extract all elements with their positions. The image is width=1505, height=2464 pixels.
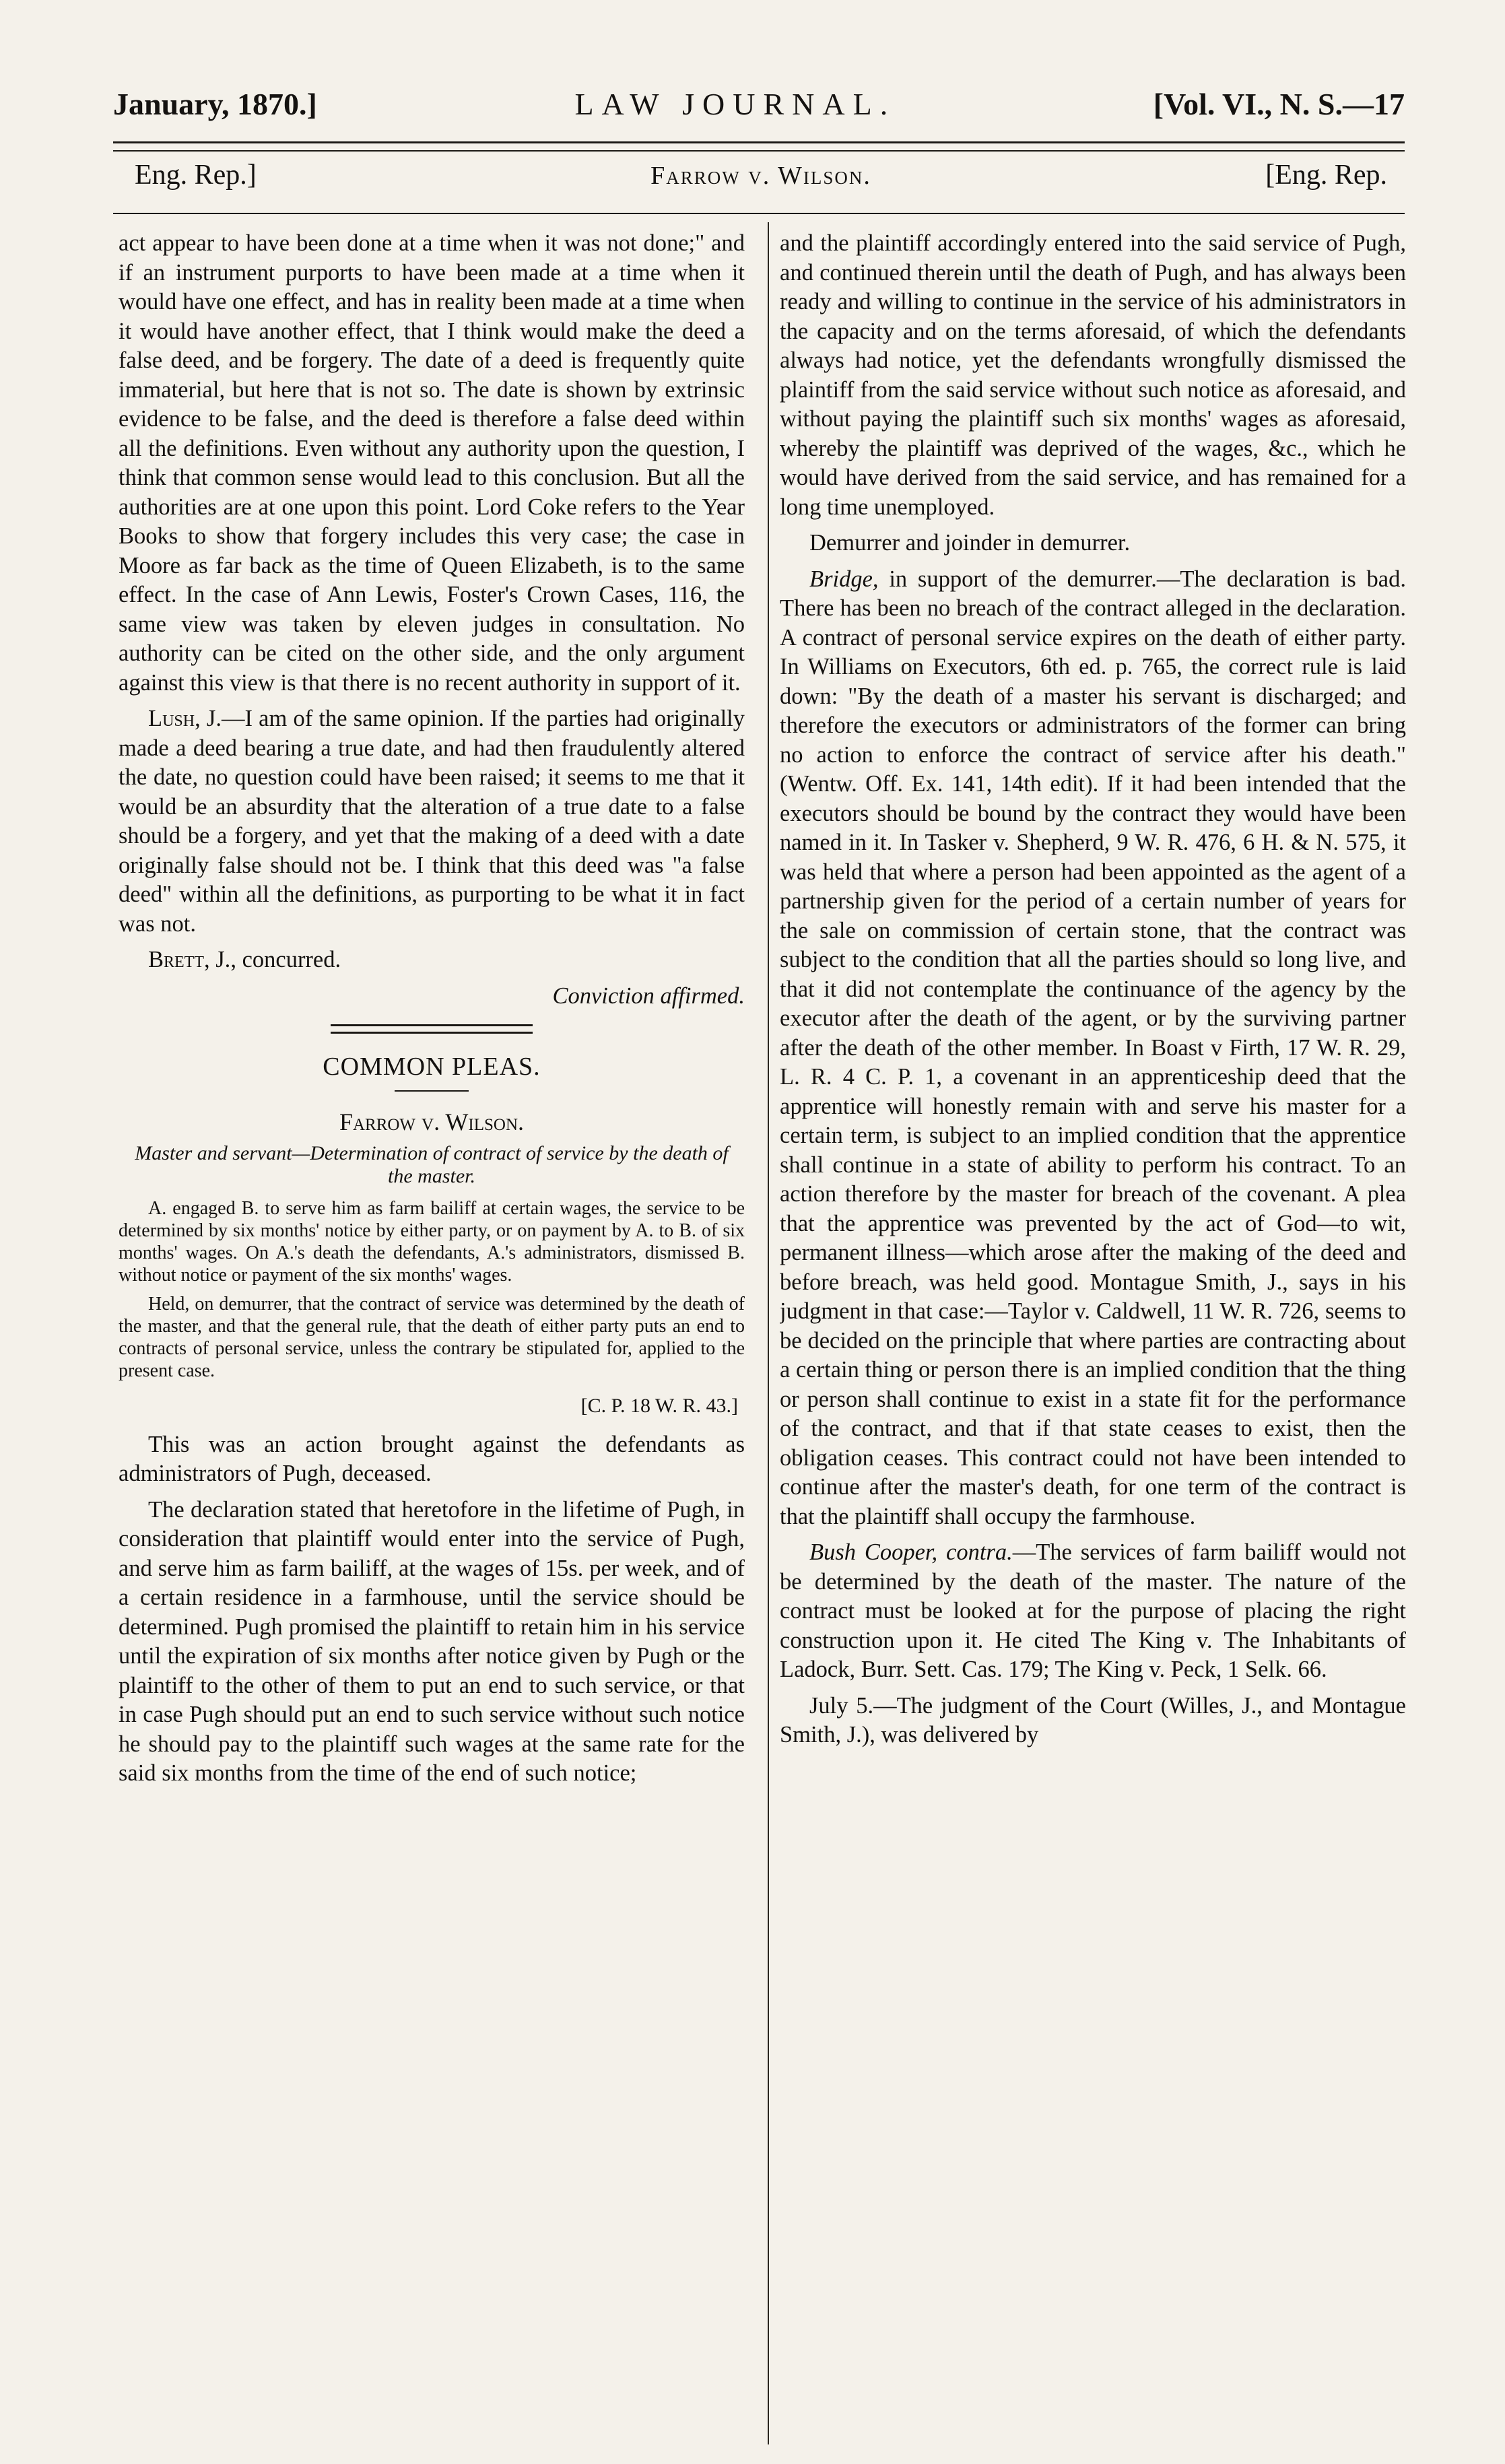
section-heading: COMMON PLEAS. (323, 1053, 541, 1081)
case-facts: A. engaged B. to serve him as farm bailiff at certain wages, the service to be determined by six months' notice by either party, or on payment by A. to B. of six months' wages. On A.'s death the defendants, A.'s administrators, dismissed B. without notice or payment of the six months' wages. (119, 1198, 745, 1286)
case-running-title: Farrow v. Wilson. (650, 162, 871, 190)
argument-text: in support of the demurrer.—The declaration is bad. There has been no breach of the contract alleged in the declaration. A contract of personal service expires on the death of either party. In Williams on Executors, 6th ed. p. 765, the correct rule is laid down: "By the death of a master his servant is discharged; and therefore the executors or administrators of the former can bring no action to enforce the contract of service after his death." (Wentw. Off. Ex. 141, 14th edit). If it had been intended that the executors should be bound by the contract they would have been named in it. In Tasker v. Shepherd, 9 W. R. 476, 6 H. & N. 575, it was held that where a person had been appointed as the agent of a partnership given for the period of a certain number of years for the sale on commission of certain stone, that the contract was subject to the condition that all the parties should so long live, and that it did not contemplate the continuance of the agency by the executor after the death of the agent, or by the surviving partner after the death of the other member. In Boast v Firth, 17 W. R. 29, L. R. 4 C. P. 1, a covenant in an apprenticeship deed that the apprentice will honestly remain with and serve his master for a certain term, is subject to an implied condition that the apprentice shall continue in a state of ability to perform his contract. To an action therefore by the master for breach of the covenant. A plea that the apprentice was prevented by the act of God—to wit, permanent illness—which arose after the making of the deed and before breach, was held good. Montague Smith, J., says in his judgment in that case:—Taylor v. Caldwell, 11 W. R. 726, seems to be decided on the principle that where parties are contracting about a certain thing or person there is an implied condition that the thing or person shall continue to exist in a state fit for the performance of the contract, and that if that state ceases to exist, then the obligation ceases. This contract could not have been intended to continue after the master's death, for one term of the contract is that the plaintiff shall occupy the farmhouse. (780, 566, 1406, 1529)
right-column (780, 229, 1406, 2444)
paragraph: and the plaintiff accordingly entered into the said service of Pugh, and continued therein until the death of Pugh, and has always been ready and willing to continue in the service of his administrators in the capacity and on the terms aforesaid, of which the defendants always had notice, yet the defendants wrongfully dismissed the plaintiff from the said service without such notice as aforesaid, and without paying the plaintiff such six months' wages as aforesaid, whereby the plaintiff was deprived of the wages, &c., which he would have derived from the said service, and has remained for a long time unemployed. (780, 230, 1406, 520)
paragraph: act appear to have been done at a time when it was not done;" and if an instrument purports to have been made at a time when it would have one effect, and has in reality been made at a time when it would have another effect, that I think would make the deed a false deed, and be forgery. The date of a deed is frequently quite immaterial, but here that is not so. The date is shown by extrinsic evidence to be false, and the deed is therefore a false deed within all the definitions. Even without any authority upon the question, I think that common sense would lead to this conclusion. But all the authorities are at one upon this point. Lord Coke refers to the Year Books to show that forgery includes this very case; the case in Moore as far back as the time of Queen Elizabeth, is to the same effect. In the case of Ann Lewis, Foster's Crown Cases, 116, the same view was taken by eleven judges in consultation. No authority can be cited on the other side, and the only argument against this view is that there is no recent authority in support of it. (119, 230, 745, 696)
conviction-note: Conviction affirmed. (552, 983, 745, 1009)
short-rule (395, 1090, 469, 1092)
headnote: Master and servant—Determination of contract of service by the death of the master. (135, 1142, 729, 1187)
paragraph (780, 1538, 1406, 1685)
paragraph (780, 565, 1406, 1532)
paragraph: Demurrer and joinder in demurrer. (809, 530, 1131, 556)
argument-text: —The services of farm bailiff would not be determined by the death of the master. The nature of the contract must be looked at for the purpose of placing the right construction upon it. He cited The King v. The Inhabitants of Ladock, Burr. Sett. Cas. 179; The King v. Peck, 1 Selk. 66. (780, 1539, 1406, 1682)
paragraph: The declaration stated that heretofore in the lifetime of Pugh, in consideration that plaintiff would enter into the service of Pugh, and serve him as farm bailiff, at the wages of 15s. per week, and of a certain residence in a farmhouse, until the service should be determined. Pugh promised the plaintiff to retain him in his service until the expiration of six months after notice given by Pugh or the plaintiff to the other of them to put an end to such service, or that in case Pugh should put an end to such service without such notice he should pay to the plaintiff such wages at the same rate for the said six months from the time of the end of such notice; (119, 1496, 745, 1786)
report-tag-left: Eng. Rep.] (135, 160, 257, 191)
paragraph (119, 945, 745, 975)
judgment-text: —I am of the same opinion. If the parties had originally made a deed bearing a true date, and had then fraudulently altered the date, no question could have been raised; it seems to me that it would be an absurdity that the alteration of a true date to a false should be a forgery, and yet that the making of a deed with a date originally false should not be. I think that this deed was "a false deed" within all the definitions, as purporting to be what it in fact was not. (119, 706, 745, 937)
judge-name: Lush, J. (148, 706, 222, 731)
column-divider (768, 222, 769, 2444)
running-header (113, 86, 1405, 125)
header-double-rule (113, 141, 1405, 152)
counsel-name: Bridge, (809, 566, 879, 592)
paragraph: This was an action brought against the defendants as administrators of Pugh, deceased. (119, 1431, 745, 1486)
paragraph (119, 704, 745, 939)
header-rule (113, 213, 1405, 214)
case-title: Farrow v. Wilson. (339, 1108, 525, 1135)
case-header (135, 159, 1387, 199)
paragraph: July 5.—The judgment of the Court (Willes, J., and Montague Smith, J.), was delivered by (780, 1692, 1406, 1747)
case-held: Held, on demurrer, that the contract of service was determined by the death of the master, and that the general rule, that the death of either party puts an end to contracts of personal service, unless the contrary be stipulated for, applied to the present case. (119, 1294, 745, 1381)
report-citation: [C. P. 18 W. R. 43.] (580, 1395, 738, 1417)
issue-date: January, 1870.] (113, 87, 317, 121)
volume-page: [Vol. VI., N. S.—17 (1153, 87, 1405, 121)
counsel-name: Bush Cooper, contra. (809, 1539, 1013, 1565)
section-rule (331, 1024, 533, 1034)
left-column (119, 229, 745, 2444)
judgment-text: , concurred. (230, 947, 341, 972)
report-tag-right: [Eng. Rep. (1265, 160, 1387, 191)
journal-title: LAW JOURNAL. (574, 87, 896, 121)
judge-name: Brett, J. (148, 947, 231, 972)
